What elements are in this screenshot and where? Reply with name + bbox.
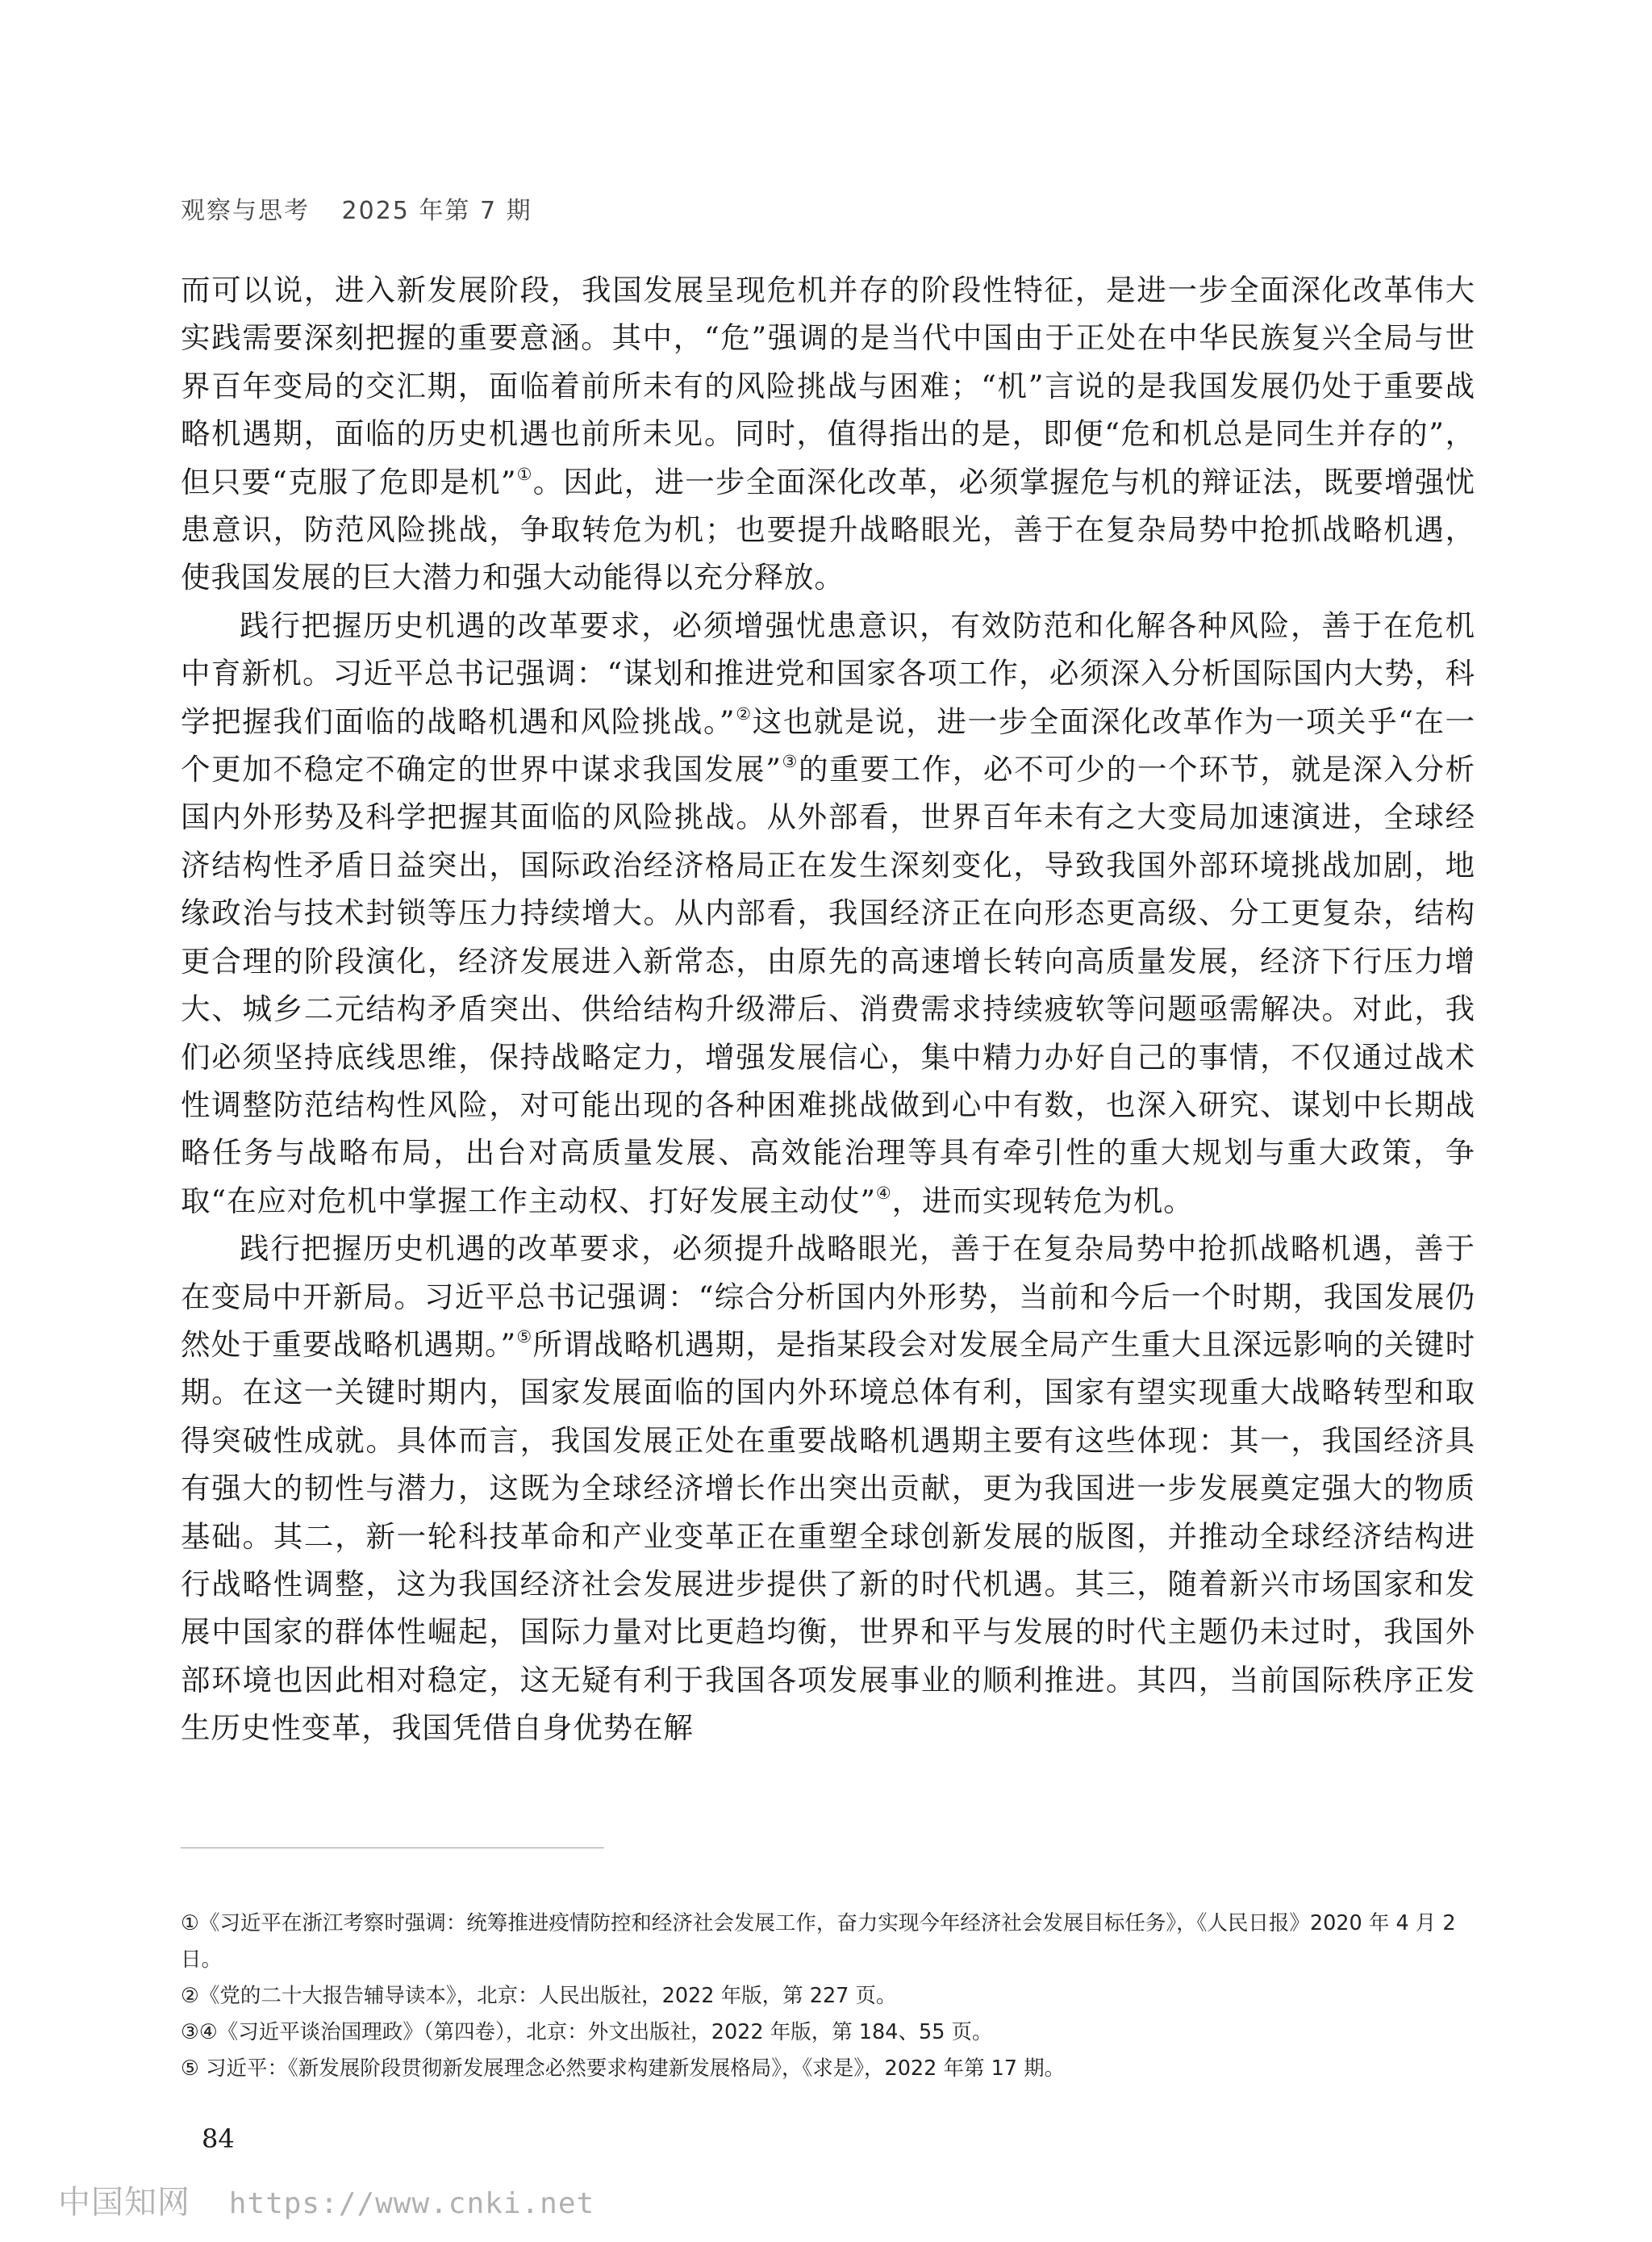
footnotes (181, 1906, 1475, 2087)
watermark-url: https://www.cnki.net (228, 2187, 595, 2220)
body-paragraph (181, 602, 1475, 1225)
footnote-reference[interactable]: ③ (781, 752, 799, 772)
watermark-site-name: 中国知网 (58, 2184, 190, 2221)
issue-label: 2025 年第 7 期 (341, 197, 532, 225)
paragraph-text: 的重要工作，必不可少的一个环节，就是深入分析国内外形势及科学把握其面临的风险挑战。从外部看，世界百年未有之大变局加速演进，全球经济结构性矛盾日益突出，国际政治经济格局正在发生深刻变化，导致我国外部环境挑战加剧，地缘政治与技术封锁等压力持续增大。从内部看，我国经济正在向形态更高级、分工更复杂，结构更合理的阶段演化，经济发展进入新常态，由原先的高速增长转向高质量发展，经济下行压力增大、城乡二元结构矛盾突出、供给结构升级滞后、消费需求持续疲软等问题亟需解决。对此，我们必须坚持底线思维，保持战略定力，增强发展信心，集中精力办好自己的事情，不仅通过战术性调整防范结构性风险，对可能出现的各种困难挑战做到心中有数，也深入研究、谋划中长期战略任务与战略布局，出台对高质量发展、高效能治理等具有牵引性的重大规划与重大政策，争取“在应对危机中掌握工作主动权、打好发展主动仗” (181, 752, 1475, 1218)
footnote-reference[interactable]: ⑤ (516, 1326, 533, 1346)
footnote-item: ②《党的二十大报告辅导读本》，北京：人民出版社，2022 年版，第 227 页。 (181, 1984, 897, 2008)
footnote-reference[interactable]: ② (735, 703, 753, 724)
paragraph-text: ，进而实现转危为机。 (891, 1183, 1194, 1218)
footnote-reference[interactable]: ① (516, 464, 533, 484)
article-body (181, 266, 1475, 1752)
running-header (181, 190, 532, 226)
footnote-item: ③④《习近平谈治国理政》（第四卷），北京：外文出版社，2022 年版，第 184、55 页。 (181, 2020, 993, 2044)
footnote-item: ①《习近平在浙江考察时强调：统筹推进疫情防控和经济社会发展工作，奋力实现今年经济社会发展目标任务》，《人民日报》2020 年 4 月 2 日。 (181, 1911, 1456, 1972)
paragraph-text: 所谓战略机遇期，是指某段会对发展全局产生重大且深远影响的关键时期。在这一关键时期内，国家发展面临的国内外环境总体有利，国家有望实现重大战略转型和取得突破性成就。具体而言，我国发展正处在重要战略机遇期主要有这些体现：其一，我国经济具有强大的韧性与潜力，这既为全球经济增长作出突出贡献，更为我国进一步发展奠定强大的物质基础。其二，新一轮科技革命和产业变革正在重塑全球创新发展的版图，并推动全球经济结构进行战略性调整，这为我国经济社会发展进步提供了新的时代机遇。其三，随着新兴市场国家和发展中国家的群体性崛起，国际力量对比更趋均衡，世界和平与发展的时代主题仍未过时，我国外部环境也因此相对稳定，这无疑有利于我国各项发展事业的顺利推进。其四，当前国际秩序正发生历史性变革，我国凭借自身优势在解 (181, 1326, 1475, 1746)
page-number: 84 (202, 2123, 235, 2154)
paragraph-text: 践行把握历史机遇的改革要求，必须增强忧患意识，有效防范和化解各种风险，善于在危机中育新机。习近平总书记强调：“谋划和推进党和国家各项工作，必须深入分析国际国内大势，科学把握我们面临的战略机遇和风险挑战。” (181, 607, 1475, 739)
footnote-divider (181, 1847, 604, 1848)
footnote-reference[interactable]: ④ (875, 1183, 892, 1203)
body-paragraph (181, 1225, 1475, 1751)
footnote-item: ⑤ 习近平：《新发展阶段贯彻新发展理念必然要求构建新发展格局》，《求是》，2022 年第 17 期。 (181, 2056, 1066, 2081)
paragraph-text: 而可以说，进入新发展阶段，我国发展呈现危机并存的阶段性特征，是进一步全面深化改革伟大实践需要深刻把握的重要意涵。其中，“危”强调的是当代中国由于正处在中华民族复兴全局与世界百年变局的交汇期，面临着前所未有的风险挑战与困难；“机”言说的是我国发展仍处于重要战略机遇期，面临的历史机遇也前所未见。同时，值得指出的是，即便“危和机总是同生并存的”，但只要“克服了危即是机” (181, 273, 1475, 499)
cnki-watermark (58, 2177, 594, 2223)
paragraph-text: 践行把握历史机遇的改革要求，必须提升战略眼光，善于在复杂局势中抢抓战略机遇，善于在变局中开新局。习近平总书记强调：“综合分析国内外形势，当前和今后一个时期，我国发展仍然处于重要战略机遇期。” (181, 1231, 1475, 1362)
paragraph-text: 。因此，进一步全面深化改革，必须掌握危与机的辩证法，既要增强忧患意识，防范风险挑战，争取转危为机；也要提升战略眼光，善于在复杂局势中抢抓战略机遇，使我国发展的巨大潜力和强大动能得以充分释放。 (181, 464, 1476, 595)
body-paragraph (181, 266, 1475, 602)
journal-name: 观察与思考 (181, 197, 310, 225)
paragraph-text: 这也就是说，进一步全面深化改革作为一项关乎“在一个更加不稳定不确定的世界中谋求我国发展” (181, 703, 1475, 787)
